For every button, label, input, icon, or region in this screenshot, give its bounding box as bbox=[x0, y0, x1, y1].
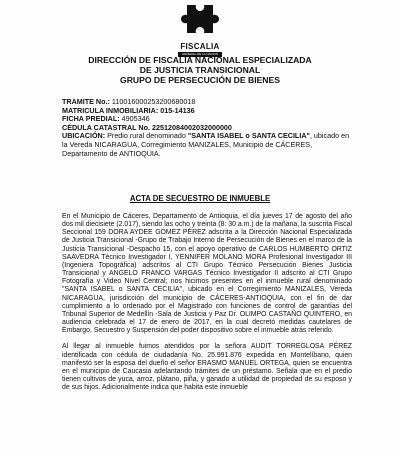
document-title: ACTA DE SECUESTRO DE INMUEBLE bbox=[129, 194, 271, 203]
ubicacion-mid: , ubicado en la Vereda NICARAGUA, Corregimiento MANIZALES, bbox=[62, 131, 350, 149]
body-paragraph-2: Al llegar al inmueble fuimos atendidos por la señora AUDIT TORREGLOSA PÉREZ identificada con cédula de ciudadanía No. 25.991.876 expedida en Montelíbano, quien manifestó ser la esposa del dueño el señor ERASMO MANUEL ORTEGA, quien se encuentra en el municipio de Caucasia adelantando trámites de un préstamo. Señala que en el predio tienen cultivos de yuca, arroz, plátano, piña, y ganado a utilidad de propiedad de su esposo y de sus hijos. Adicionalmente indica que habita este inmueble bbox=[62, 343, 352, 392]
ubicacion-pre: Predio rural denominado bbox=[107, 131, 186, 141]
ubicacion-row bbox=[62, 132, 352, 158]
heading-line-2: DE JUSTICIA TRANSICIONAL bbox=[139, 65, 261, 75]
tramite-label: TRAMITE No.: bbox=[62, 97, 110, 106]
puzzle-piece-icon bbox=[177, 3, 223, 41]
ficha-value: 4905346 bbox=[121, 114, 150, 124]
logo-bar: GENERAL DE LA NACION bbox=[178, 52, 222, 57]
tramite-value: 110016000253200680018 bbox=[111, 97, 196, 106]
ubicacion-end: Municipio de CÁCERES, Departamento de ANTIOQUIA. bbox=[62, 139, 313, 158]
cedula-value: 22512084002032000000 bbox=[151, 122, 232, 132]
heading-line-1: DIRECCIÓN DE FISCALÍA NACIONAL ESPECIALIZADA bbox=[88, 55, 312, 65]
ubicacion-label: UBICACIÓN: bbox=[62, 131, 106, 141]
matricula-value: 015-14136 bbox=[160, 105, 195, 115]
ficha-label: FICHA PREDIAL: bbox=[62, 114, 120, 124]
cedula-label: CÉDULA CATASTRAL No. bbox=[62, 122, 150, 132]
document-body bbox=[62, 213, 352, 392]
ubicacion-name: "SANTA ISABEL o SANTA CECILIA" bbox=[187, 131, 310, 141]
body-paragraph-1: En el Municipio de Cáceres, Departamento de Antioquia, el día jueves 17 de agosto del año dos mil diecisiete (2.017), siendo las ocho y treinta (8: 30 a.m.) de la mañana, la suscrita Fiscal Seccional 159 DORA AYDEE GÓMEZ PÉREZ adscrita a la Dirección Nacional Especializada de Justicia Transicional -Grupo de Trabajo Interno de Persecución de Bienes en el marco de la Justicia Transicional -Despacho 15, con el apoyo operativo de CARLOS HUMBERTO ORTIZ SAAVEDRA Técnico Investigador I, YENNIFER MOLANO MORA Profesional Investigador III (Ingeniera Topográfica) adscritos al CTI Grupo Técnico Persecución Bienes Justicia Transicional y ANGELO FRANCO VARGAS Técnico Investigador II adscrito al CTI Grupo Fotografía y Video Nivel Central; nos hicimos presentes en el inmueble rural denominado "SANTA ISABEL o SANTA CECILIA", ubicado en el Corregimiento MANIZALES, Vereda NICARAGUA, jurisdicción del municipio de CÁCERES-ANTIOQUIA, con el fin de dar cumplimiento a lo ordenado por el Magistrado con funciones de control de garantías del Tribunal Superior de Medellín -Sala de Justicia y Paz Dr. OLIMPO CASTAÑO QUINTERO, en audiencia celebrada el 17 de enero de 2017, en la cual decretó medidas cautelares de Embargo, Secuestro y Suspensión del poder dispositivo sobre el inmueble atrás referido. bbox=[62, 213, 352, 335]
logo-name: FISCALIA bbox=[180, 42, 220, 51]
document-heading bbox=[0, 55, 400, 85]
matricula-label: MATRICULA INMOBILIARIA: bbox=[62, 105, 159, 115]
case-metadata bbox=[62, 98, 352, 158]
heading-line-3: GRUPO DE PERSECUCIÓN DE BIENES bbox=[120, 75, 280, 85]
fiscalia-logo bbox=[0, 3, 400, 57]
